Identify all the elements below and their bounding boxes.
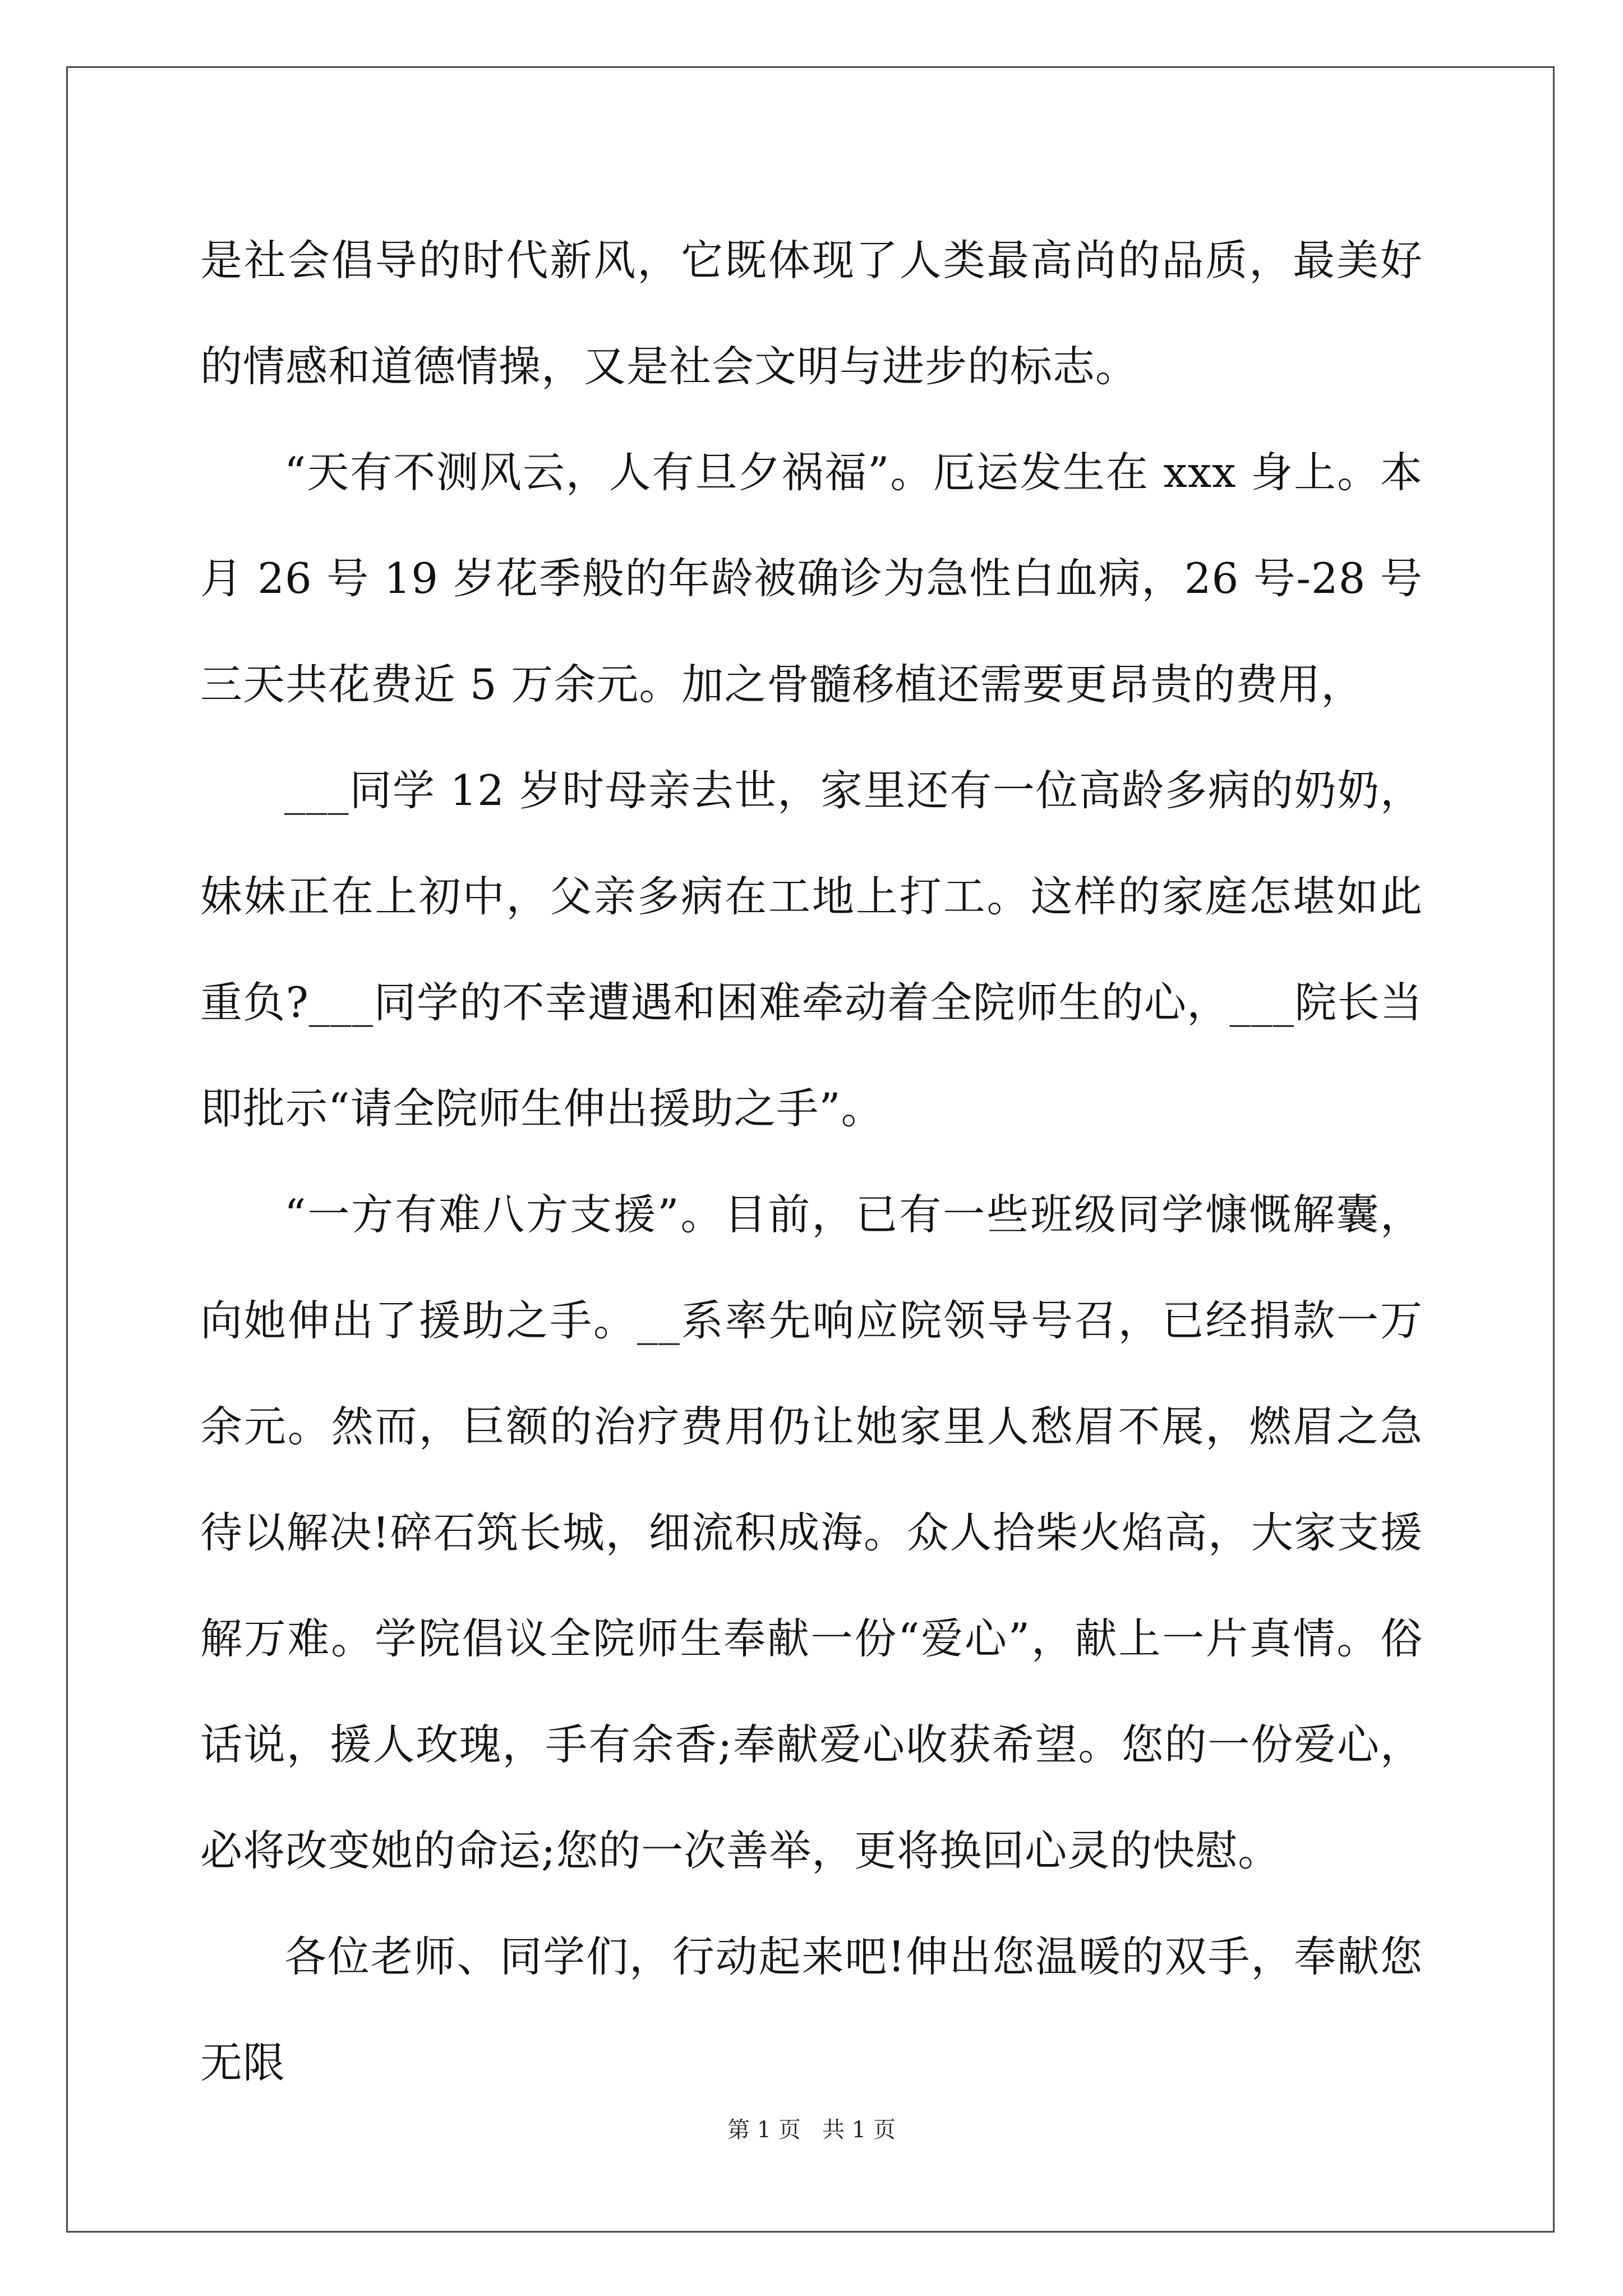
paragraph-5: 各位老师、同学们，行动起来吧!伸出您温暖的双手，奉献您无限 xyxy=(200,1932,1423,2087)
document-body xyxy=(200,208,1423,2116)
paragraph-1: 是社会倡导的时代新风，它既体现了人类最高尚的品质，最美好的情感和道德情操，又是社会文明与进步的标志。 xyxy=(200,236,1423,391)
paragraph-4: “一方有难八方支援”。目前，已有一些班级同学慷慨解囊，向她伸出了援助之手。__系率先响应院领导号召，已经捐款一万余元。然而，巨额的治疗费用仍让她家里人愁眉不展，燃眉之急待以解决!碎石筑长城，细流积成海。众人拾柴火焰高，大家支援解万难。学院倡议全院师生奉献一份“爱心”，献上一片真情。俗话说，援人玫瑰，手有余香;奉献爱心收获希望。您的一份爱心，必将改变她的命运;您的一次善举，更将换回心灵的快慰。 xyxy=(200,1190,1423,1875)
paragraph-2: “天有不测风云，人有旦夕祸福”。厄运发生在 xxx 身上。本月 26 号 19 岁花季般的年龄被确诊为急性白血病，26 号-28 号三天共花费近 5 万余元。加之骨髓移植还需要更昂贵的费用， xyxy=(200,448,1423,709)
paragraph-3: ___同学 12 岁时母亲去世，家里还有一位高龄多病的奶奶，妹妹正在上初中，父亲多病在工地上打工。这样的家庭怎堪如此重负?___同学的不幸遭遇和困难牵动着全院师生的心，___院长当即批示“请全院师生伸出援助之手”。 xyxy=(200,766,1423,1133)
page-number-footer: 第 1 页 共 1 页 xyxy=(727,2117,896,2143)
